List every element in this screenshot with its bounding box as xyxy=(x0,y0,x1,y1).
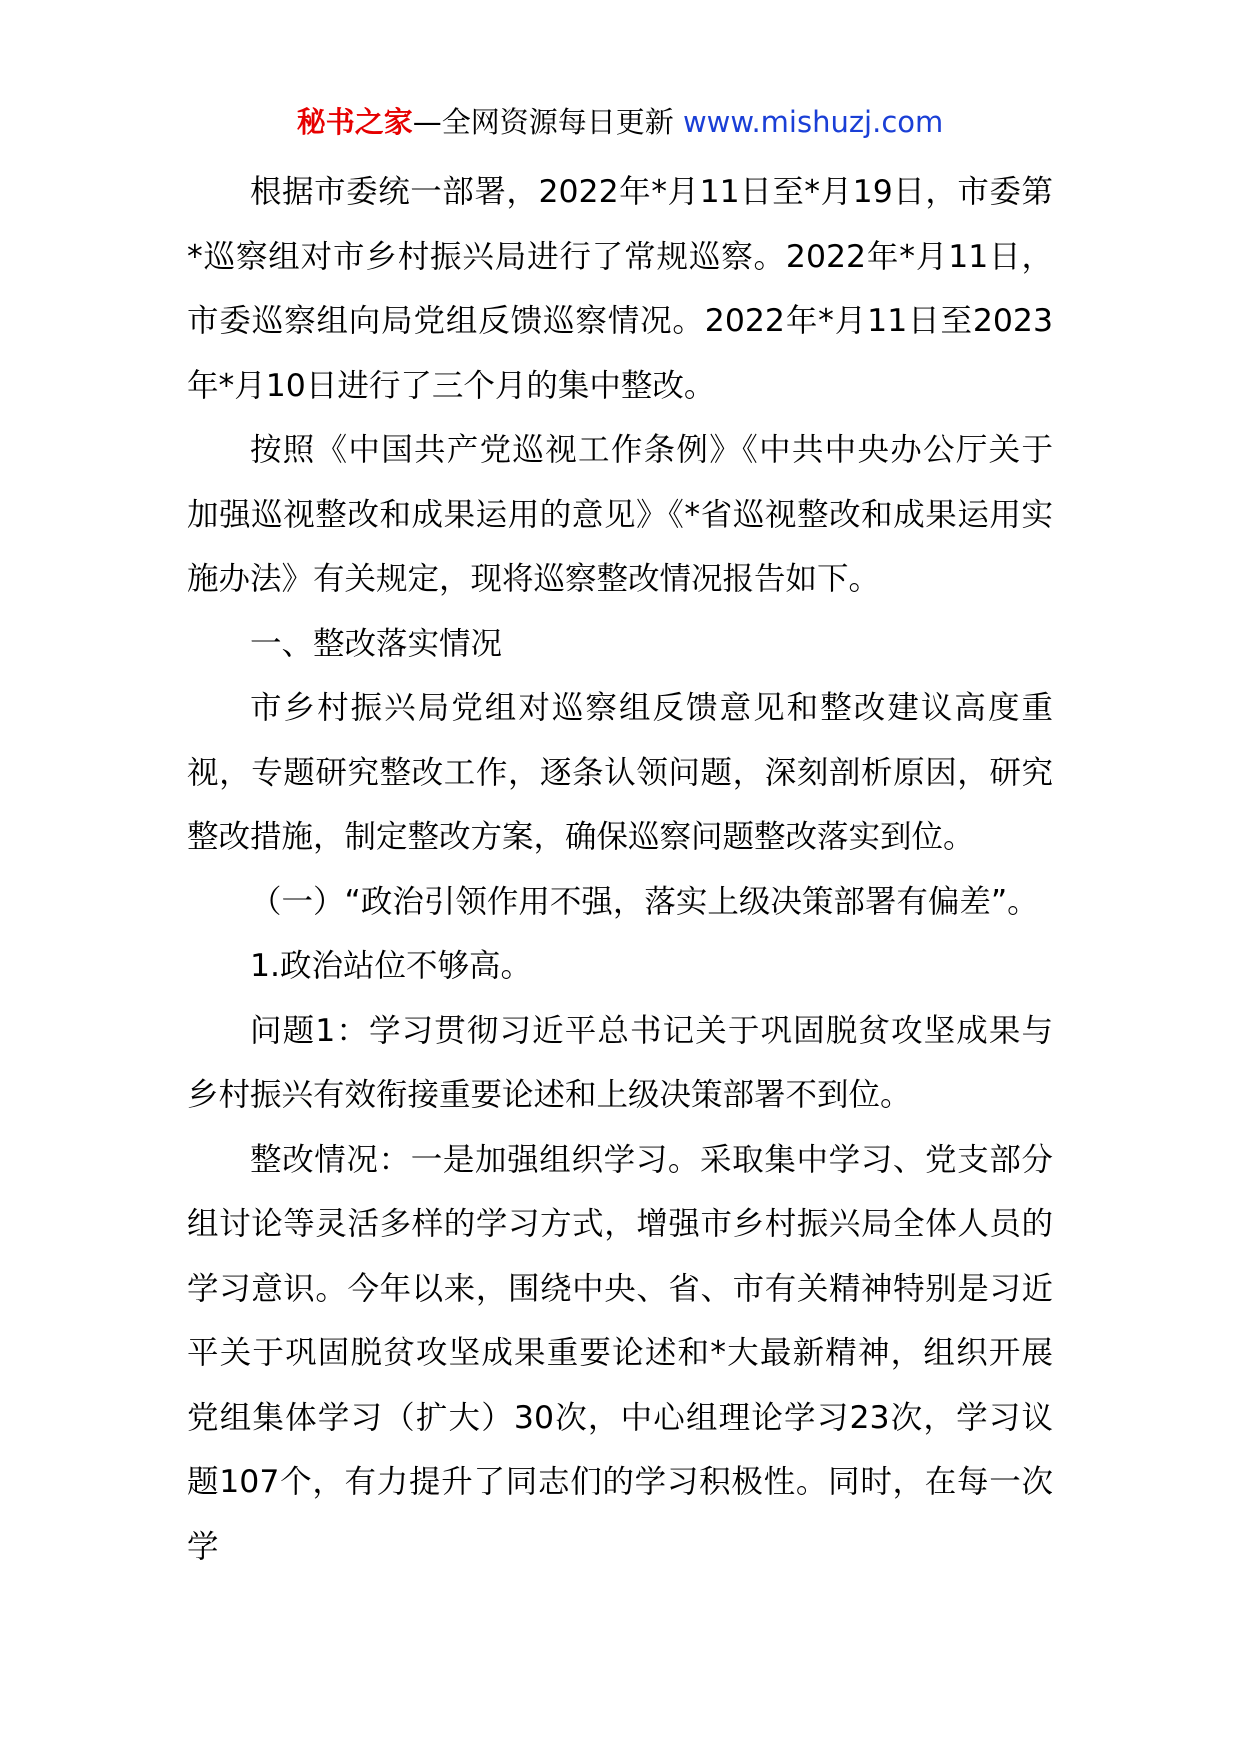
intro-paragraph: 根据市委统一部署，2022年*月11日至*月19日，市委第*巡察组对市乡村振兴局进行了常规巡察。2022年*月11日，市委巡察组向局党组反馈巡察情况。2022年*月11日至2023年*月10日进行了三个月的集中整改。 xyxy=(187,174,1053,404)
overview-paragraph: 市乡村振兴局党组对巡察组反馈意见和整改建议高度重视，专题研究整改工作，逐条认领问题，深刻剖析原因，研究整改措施，制定整改方案，确保巡察问题整改落实到位。 xyxy=(187,690,1053,855)
document-body xyxy=(187,160,1053,1579)
subsection-heading: （一）“政治引领作用不强，落实上级决策部署有偏差”。 xyxy=(250,883,1039,920)
basis-paragraph: 按照《中国共产党巡视工作条例》《中共中央办公厅关于加强巡视整改和成果运用的意见》《*省巡视整改和成果运用实施办法》有关规定，现将巡察整改情况报告如下。 xyxy=(187,432,1053,597)
brand-name: 秘书之家 xyxy=(296,105,413,139)
problem-paragraph: 问题1：学习贯彻习近平总书记关于巩固脱贫攻坚成果与乡村振兴有效衔接重要论述和上级决策部署不到位。 xyxy=(187,1012,1053,1113)
header-slogan: —全网资源每日更新 xyxy=(412,105,683,139)
item-heading: 1.政治站位不够高。 xyxy=(250,948,533,984)
page-header xyxy=(0,102,1240,142)
section-heading: 一、整改落实情况 xyxy=(250,625,503,662)
rectification-paragraph: 整改情况：一是加强组织学习。采取集中学习、党支部分组讨论等灵活多样的学习方式，增强市乡村振兴局全体人员的学习意识。今年以来，围绕中央、省、市有关精神特别是习近平关于巩固脱贫攻坚成果重要论述和*大最新精神，组织开展党组集体学习（扩大）30次，中心组理论学习23次，学习议题107个，有力提升了同志们的学习积极性。同时，在每一次学 xyxy=(187,1141,1053,1565)
website-link[interactable]: www.mishuzj.com xyxy=(682,105,944,139)
